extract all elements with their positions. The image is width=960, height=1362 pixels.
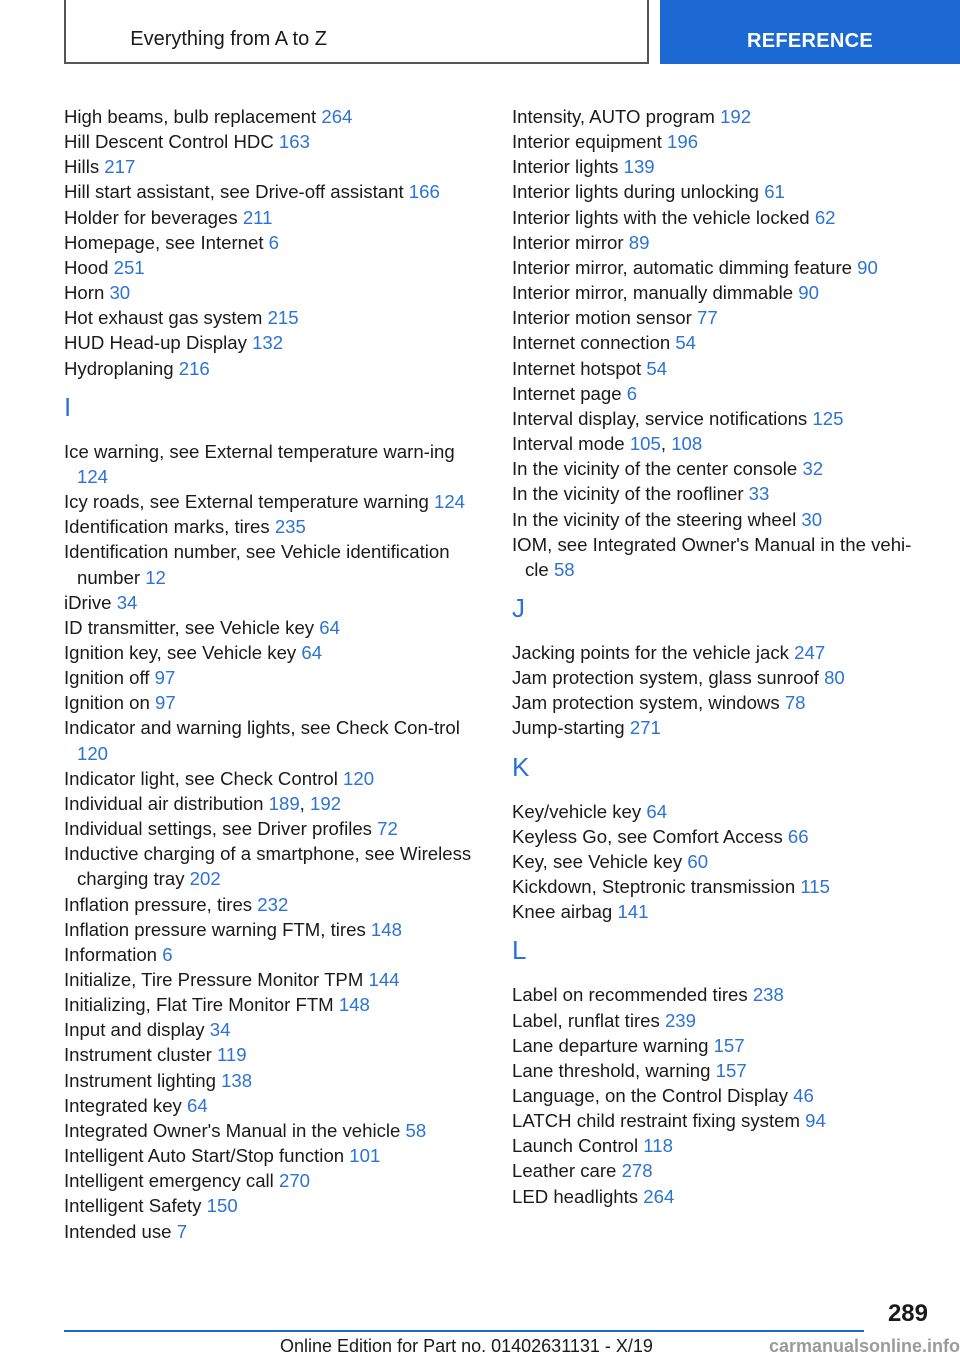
index-entry-text: In the vicinity of the roofliner: [512, 483, 749, 505]
page-reference-link[interactable]: 215: [267, 307, 299, 329]
page-reference-link[interactable]: 94: [805, 1110, 826, 1132]
index-entry-text: Intended use: [64, 1220, 177, 1242]
index-entry-text: Identification number, see Vehicle identification number: [64, 541, 450, 588]
index-entry: [512, 665, 932, 690]
index-entry-text: Label on recommended tires: [512, 984, 753, 1006]
index-entry-text: Information: [64, 943, 163, 965]
index-entry: [64, 992, 484, 1017]
page-reference-link[interactable]: 46: [793, 1085, 814, 1106]
page-reference-link[interactable]: 60: [687, 850, 709, 872]
index-entry: [512, 129, 932, 154]
index-entry-text: IOM, see Integrated Owner's Manual in the vehi-cle: [512, 533, 912, 580]
index-entry-text: Interior mirror, automatic dimming feature: [512, 256, 858, 278]
index-entry: [64, 665, 484, 690]
index-entry: [64, 330, 484, 355]
index-entry: Individual air distribution 189, 192: [64, 792, 342, 814]
page-reference-link[interactable]: 239: [664, 1009, 696, 1031]
index-entry: [512, 154, 932, 179]
index-entry-text: Intelligent emergency call: [64, 1170, 279, 1192]
page-reference-link[interactable]: 251: [113, 256, 145, 278]
index-entry-text: Interior lights: [512, 156, 624, 178]
index-column-right: [512, 104, 932, 1209]
index-entry-text: Interval mode: [512, 433, 630, 455]
index-entry: [512, 1008, 932, 1033]
index-entry-text: Hill start assistant, see Drive-off assistant: [64, 181, 409, 203]
index-entry: [512, 532, 932, 582]
page-reference-link[interactable]: 33: [748, 483, 770, 505]
index-entry-text: Lane threshold, warning: [512, 1059, 716, 1081]
page-reference-link[interactable]: 278: [621, 1160, 653, 1182]
index-entry-text: Interior lights during unlocking: [512, 181, 765, 203]
page-number: 289: [887, 1300, 928, 1327]
index-entry-text: Interior motion sensor: [512, 307, 697, 329]
index-entry: [512, 1158, 932, 1183]
index-entry-text: Individual air distribution: [64, 792, 269, 814]
index-entry-text: Lane departure warning: [512, 1034, 714, 1056]
page-reference-link[interactable]: 77: [696, 307, 718, 329]
index-entry-text: Jam protection system, windows: [512, 692, 785, 714]
page-reference-link[interactable]: 144: [368, 969, 400, 990]
index-entry: [64, 715, 484, 765]
index-entry: [512, 1133, 932, 1158]
index-entry-text: Kickdown, Steptronic transmission: [512, 876, 801, 898]
page-reference-link[interactable]: 64: [301, 641, 323, 663]
index-entry-text: Holder for beverages: [64, 206, 243, 228]
index-entry: [64, 1143, 484, 1168]
index-entry: [512, 899, 932, 924]
index-entry: [64, 816, 484, 841]
page-reference-link[interactable]: 264: [321, 106, 353, 127]
page-reference-link[interactable]: 80: [824, 667, 845, 689]
index-entry-text: Leather care: [512, 1160, 622, 1182]
index-entry-text: iDrive: [64, 591, 117, 613]
index-entry-text: Knee airbag: [512, 901, 618, 923]
index-entry-text: Icy roads, see External temperature warning: [64, 491, 434, 513]
index-entry: Interval mode 105, 108: [512, 433, 703, 455]
page-reference-link[interactable]: 124: [77, 465, 109, 487]
index-entry-text: Inflation pressure, tires: [64, 893, 258, 915]
index-entry-text: Key, see Vehicle key: [512, 850, 688, 872]
index-entry-text: ID transmitter, see Vehicle key: [64, 616, 320, 638]
index-entry-text: Intelligent Safety: [64, 1195, 207, 1217]
page-reference-link[interactable]: 120: [77, 742, 109, 764]
index-entry-text: Interval display, service notifications: [512, 407, 813, 429]
index-entry: [64, 255, 484, 280]
index-entry: [64, 1093, 484, 1118]
index-letter-heading: J: [512, 592, 525, 623]
index-entry-text: High beams, bulb replacement: [64, 106, 322, 127]
page-reference-link[interactable]: 264: [643, 1185, 675, 1207]
index-entry: [512, 640, 932, 665]
page-reference-link[interactable]: 90: [798, 282, 819, 304]
page-reference-link[interactable]: 247: [794, 641, 826, 663]
page-reference-link[interactable]: 163: [278, 131, 310, 153]
index-entry: [64, 967, 484, 992]
index-entry: [64, 942, 484, 967]
index-entry: [64, 305, 484, 330]
index-entry-text: Interior mirror: [512, 231, 629, 253]
index-entry-text: Ignition off: [64, 667, 155, 689]
edition-text: Online Edition for Part no. 01402631131 - X/19: [280, 1336, 653, 1356]
index-entry-text: Intelligent Auto Start/Stop function: [64, 1145, 350, 1167]
index-entry: [512, 715, 932, 740]
page-reference-link[interactable]: 90: [857, 256, 878, 278]
page-reference-link[interactable]: 115: [800, 876, 830, 898]
index-entry-text: Hydroplaning: [64, 357, 179, 379]
index-entry-text: Integrated Owner's Manual in the vehicle: [64, 1119, 406, 1141]
page-reference-link[interactable]: 54: [675, 332, 697, 354]
index-entry: [512, 799, 932, 824]
page-reference-link[interactable]: 30: [109, 282, 131, 304]
header-box: [64, 0, 649, 64]
page-reference-link[interactable]: 108: [671, 433, 703, 455]
index-entry-text: Internet page: [512, 382, 627, 404]
page-reference-link[interactable]: 157: [715, 1059, 747, 1081]
index-entry: [512, 179, 932, 204]
page-reference-link[interactable]: 211: [242, 206, 273, 228]
page-reference-link[interactable]: 72: [377, 818, 398, 840]
index-entry: [64, 841, 484, 891]
page-reference-link[interactable]: 132: [252, 332, 284, 354]
index-letter-heading: I: [64, 391, 72, 422]
page-reference-link[interactable]: 12: [145, 566, 166, 588]
index-entry: [512, 1058, 932, 1083]
page-reference-link[interactable]: 148: [338, 994, 370, 1016]
page-reference-link[interactable]: 66: [787, 825, 809, 847]
index-entry: [64, 892, 484, 917]
index-entry: [64, 356, 484, 381]
index-entry: [64, 205, 484, 230]
index-entry-text: Hot exhaust gas system: [64, 307, 268, 329]
index-entry: [512, 356, 932, 381]
watermark: carmanualsonline.info: [768, 1336, 960, 1356]
page-reference-link[interactable]: 34: [116, 591, 138, 613]
index-entry-text: Ignition key, see Vehicle key: [64, 641, 302, 663]
index-entry-text: Instrument lighting: [64, 1069, 222, 1091]
index-entry: [64, 230, 484, 255]
index-entry-text: Language, on the Control Display: [512, 1085, 794, 1106]
index-entry: [64, 766, 484, 791]
page-reference-link[interactable]: 138: [221, 1069, 253, 1091]
index-entry: [64, 514, 484, 539]
index-entry: [512, 824, 932, 849]
index-entry: [512, 849, 932, 874]
index-entry: [64, 489, 484, 514]
index-entry-text: Indicator light, see Check Control: [64, 767, 344, 789]
index-entry: [64, 690, 484, 715]
index-entry-text: Internet hotspot: [512, 357, 647, 379]
index-entry: [64, 1017, 484, 1042]
index-entry-text: Keyless Go, see Comfort Access: [512, 825, 788, 847]
page-reference-link[interactable]: 124: [434, 491, 466, 513]
index-entry: [512, 381, 932, 406]
page-reference-link[interactable]: 105: [629, 433, 661, 455]
index-entry: [64, 1168, 484, 1193]
index-entry: [64, 280, 484, 305]
index-entry-text: Indicator and warning lights, see Check Con-trol: [64, 717, 460, 739]
index-letter-heading: K: [512, 751, 530, 782]
index-entry: [512, 1108, 932, 1133]
page-reference-link[interactable]: 61: [764, 181, 785, 203]
page-reference-link[interactable]: 7: [176, 1220, 188, 1242]
index-entry: [64, 1118, 484, 1143]
page-reference-link[interactable]: 78: [784, 692, 806, 714]
page-reference-link[interactable]: 217: [104, 156, 136, 178]
index-entry-text: Identification marks, tires: [64, 516, 275, 538]
page-reference-link[interactable]: 6: [268, 231, 280, 253]
footer-divider: [64, 1330, 864, 1332]
index-entry: [512, 255, 932, 280]
index-entry-text: LATCH child restraint fixing system: [512, 1110, 806, 1132]
page-reference-link[interactable]: 150: [206, 1195, 238, 1217]
page-reference-link[interactable]: 196: [667, 131, 699, 153]
index-entry: [64, 615, 484, 640]
index-entry-text: HUD Head-up Display: [64, 332, 253, 354]
page-reference-link[interactable]: 54: [646, 357, 668, 379]
page-reference-link[interactable]: 6: [162, 943, 173, 965]
page-reference-link[interactable]: 238: [752, 984, 784, 1006]
index-entry: [512, 104, 932, 129]
index-entry: [64, 439, 484, 489]
index-entry-text: Jam protection system, glass sunroof: [512, 667, 825, 689]
index-entry-text: Jacking points for the vehicle jack: [512, 641, 795, 663]
index-entry-text: Hills: [64, 156, 105, 178]
index-entry: [512, 507, 932, 532]
page-reference-link[interactable]: 97: [154, 692, 176, 714]
page-reference-link[interactable]: 119: [216, 1044, 247, 1066]
page-reference-link[interactable]: 97: [154, 667, 176, 689]
index-entry-text: Interior mirror, manually dimmable: [512, 282, 799, 304]
page-reference-link[interactable]: 148: [370, 918, 402, 940]
index-entry: [512, 1083, 932, 1108]
index-entry: [64, 129, 484, 154]
index-entry-text: Ice warning, see External temperature warn-ing: [64, 440, 455, 462]
index-entry: [512, 690, 932, 715]
page-reference-link[interactable]: 118: [643, 1135, 673, 1157]
page-reference-link[interactable]: 6: [626, 382, 638, 404]
index-entry: [64, 917, 484, 942]
index-entry: [64, 640, 484, 665]
index-entry-text: Interior lights with the vehicle locked: [512, 206, 815, 228]
index-entry-text: Ignition on: [64, 692, 155, 714]
index-entry: [64, 179, 484, 204]
index-entry: [64, 1193, 484, 1218]
page-reference-link[interactable]: 166: [408, 181, 440, 203]
page-reference-link[interactable]: 89: [628, 231, 650, 253]
index-entry: [64, 590, 484, 615]
index-entry: [64, 104, 484, 129]
index-entry-text: Hill Descent Control HDC: [64, 131, 279, 153]
index-entry-text: Internet connection: [512, 332, 676, 354]
page-reference-link[interactable]: 58: [553, 558, 575, 580]
index-entry: [512, 982, 932, 1007]
reference-tab[interactable]: REFERENCE: [660, 0, 960, 64]
section-title: Everything from A to Z: [130, 28, 327, 50]
index-entry-text: Integrated key: [64, 1094, 188, 1116]
index-entry-text: In the vicinity of the steering wheel: [512, 508, 802, 530]
index-entry-text: Homepage, see Internet: [64, 231, 269, 253]
index-entry: [512, 406, 932, 431]
index-entry: [64, 1068, 484, 1093]
index-entry-text: Hood: [64, 256, 114, 278]
page-reference-link[interactable]: 32: [802, 458, 824, 480]
index-entry-text: In the vicinity of the center console: [512, 458, 803, 480]
index-entry-text: Instrument cluster: [64, 1044, 217, 1066]
index-entry: [64, 1042, 484, 1067]
index-entry-text: Initialize, Tire Pressure Monitor TPM: [64, 969, 369, 990]
index-entry: [512, 280, 932, 305]
page-reference-link[interactable]: 34: [209, 1019, 231, 1041]
index-entry: [512, 1184, 932, 1209]
index-entry: [64, 154, 484, 179]
index-entry-text: Key/vehicle key: [512, 800, 647, 822]
index-entry-text: Individual settings, see Driver profiles: [64, 818, 378, 840]
index-column-left: [64, 104, 484, 1244]
page-reference-link[interactable]: 189: [268, 792, 300, 814]
index-entry: [64, 539, 484, 589]
page-reference-link[interactable]: 216: [178, 357, 210, 379]
index-entry: [512, 874, 932, 899]
index-entry-text: Inflation pressure warning FTM, tires: [64, 918, 371, 940]
index-entry: [512, 305, 932, 330]
page-reference-link[interactable]: 139: [623, 156, 655, 178]
index-entry: [512, 1033, 932, 1058]
index-entry: [512, 481, 932, 506]
page-reference-link[interactable]: 101: [349, 1145, 381, 1167]
index-entry: [64, 1219, 484, 1244]
page-reference-link[interactable]: 58: [405, 1119, 427, 1141]
page-reference-link[interactable]: 157: [713, 1034, 745, 1056]
index-entry-text: Input and display: [64, 1019, 210, 1041]
page-reference-link[interactable]: 64: [319, 616, 340, 638]
page-reference-link[interactable]: 192: [310, 792, 342, 814]
index-entry-text: Intensity, AUTO program: [512, 106, 721, 127]
index-entry: [512, 456, 932, 481]
page-reference-link[interactable]: 271: [629, 717, 661, 739]
page-reference-link[interactable]: 202: [189, 868, 221, 890]
page-reference-link[interactable]: 125: [812, 407, 844, 429]
index-entry: [512, 230, 932, 255]
page-reference-link[interactable]: 141: [617, 901, 649, 923]
index-entry-text: Initializing, Flat Tire Monitor FTM: [64, 994, 339, 1016]
page-reference-link[interactable]: 232: [257, 893, 289, 915]
index-entry-text: Jump-starting: [512, 717, 630, 739]
index-entry: [512, 330, 932, 355]
page-reference-link[interactable]: 62: [814, 206, 836, 228]
page-reference-link[interactable]: 64: [187, 1094, 208, 1116]
index-entry-text: Horn: [64, 282, 110, 304]
page-reference-link[interactable]: 235: [274, 516, 306, 538]
index-letter-heading: L: [512, 935, 527, 966]
index-entry-text: LED headlights: [512, 1185, 644, 1207]
index-entry-text: Inductive charging of a smartphone, see Wireless charging tray: [64, 843, 472, 890]
page-reference-link[interactable]: 192: [720, 106, 752, 127]
page-reference-link[interactable]: 64: [646, 800, 668, 822]
index-entry-text: Interior equipment: [512, 131, 668, 153]
index-entry-text: Label, runflat tires: [512, 1009, 665, 1031]
page-reference-link[interactable]: 30: [801, 508, 823, 530]
index-entry: [512, 205, 932, 230]
page-reference-link[interactable]: 120: [343, 767, 375, 789]
index-entry-text: Launch Control: [512, 1135, 644, 1157]
page-reference-link[interactable]: 270: [278, 1170, 311, 1192]
